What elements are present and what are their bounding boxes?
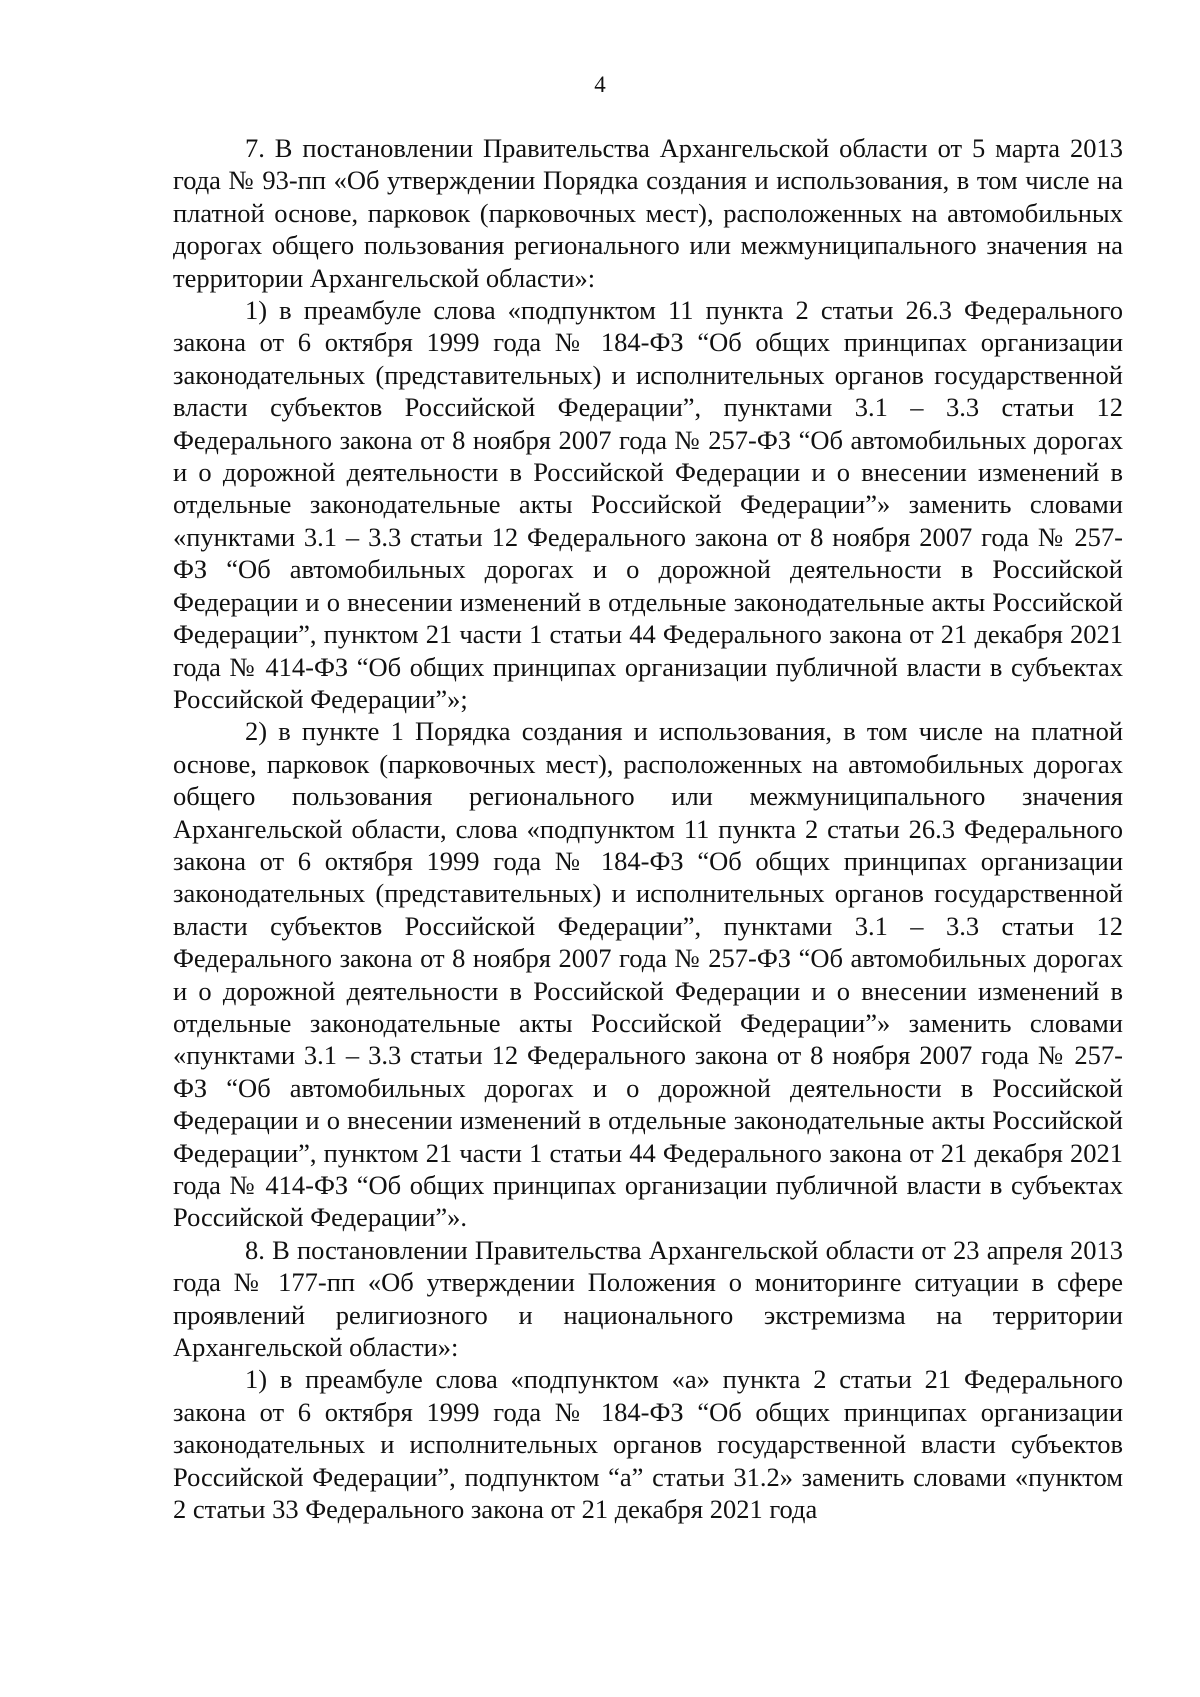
paragraph-subitem-8-1: 1) в преамбуле слова «подпунктом «а» пункта 2 статьи 21 Федерального закона от 6 октября 1999 года № 184-ФЗ “Об общих принципах организации законодательных и исполнительных органов государственной власти субъектов Российской Федерации”, подпунктом “а” статьи 31.2» заменить словами «пунктом 2 статьи 33 Федерального закона от 21 декабря 2021 года bbox=[173, 1364, 1123, 1525]
paragraph-item-7: 7. В постановлении Правительства Архангельской области от 5 марта 2013 года № 93-пп «Об утверждении Порядка создания и использования, в том числе на платной основе, парковок (парковочных мест), расположенных на автомобильных дорогах общего пользования регионального или межмуниципального значения на территории Архангельской области»: bbox=[173, 133, 1123, 293]
page-number: 4 bbox=[594, 72, 606, 97]
document-body bbox=[173, 132, 1123, 1525]
paragraph-subitem-7-2: 2) в пункте 1 Порядка создания и использования, в том числе на платной основе, парковок (парковочных мест), расположенных на автомобильных дорогах общего пользования регионального или межмуниципального значения Архангельской области, слова «подпунктом 11 пункта 2 статьи 26.3 Федерального закона от 6 октября 1999 года № 184-ФЗ “Об общих принципах организации законодательных (представительных) и исполнительных органов государственной власти субъектов Российской Федерации”, пунктами 3.1 – 3.3 статьи 12 Федерального закона от 8 ноября 2007 года № 257-ФЗ “Об автомобильных дорогах и о дорожной деятельности в Российской Федерации и о внесении изменений в отдельные законодательные акты Российской Федерации”» заменить словами «пунктами 3.1 – 3.3 статьи 12 Федерального закона от 8 ноября 2007 года № 257-ФЗ “Об автомобильных дорогах и о дорожной деятельности в Российской Федерации и о внесении изменений в отдельные законодательные акты Российской Федерации”, пунктом 21 части 1 статьи 44 Федерального закона от 21 декабря 2021 года № 414-ФЗ “Об общих принципах организации публичной власти в субъектах Российской Федерации”». bbox=[173, 716, 1123, 1233]
paragraph-subitem-7-1: 1) в преамбуле слова «подпунктом 11 пункта 2 статьи 26.3 Федерального закона от 6 октября 1999 года № 184-ФЗ “Об общих принципах организации законодательных (представительных) и исполнительных органов государственной власти субъектов Российской Федерации”, пунктами 3.1 – 3.3 статьи 12 Федерального закона от 8 ноября 2007 года № 257-ФЗ “Об автомобильных дорогах и о дорожной деятельности в Российской Федерации и о внесении изменений в отдельные законодательные акты Российской Федерации”» заменить словами «пунктами 3.1 – 3.3 статьи 12 Федерального закона от 8 ноября 2007 года № 257-ФЗ “Об автомобильных дорогах и о дорожной деятельности в Российской Федерации и о внесении изменений в отдельные законодательные акты Российской Федерации”, пунктом 21 части 1 статьи 44 Федерального закона от 21 декабря 2021 года № 414-ФЗ “Об общих принципах организации публичной власти в субъектах Российской Федерации”»; bbox=[173, 295, 1123, 714]
paragraph-item-8: 8. В постановлении Правительства Архангельской области от 23 апреля 2013 года № 177-пп «Об утверждении Положения о мониторинге ситуации в сфере проявлений религиозного и национального экстремизма на территории Архангельской области»: bbox=[173, 1234, 1123, 1363]
